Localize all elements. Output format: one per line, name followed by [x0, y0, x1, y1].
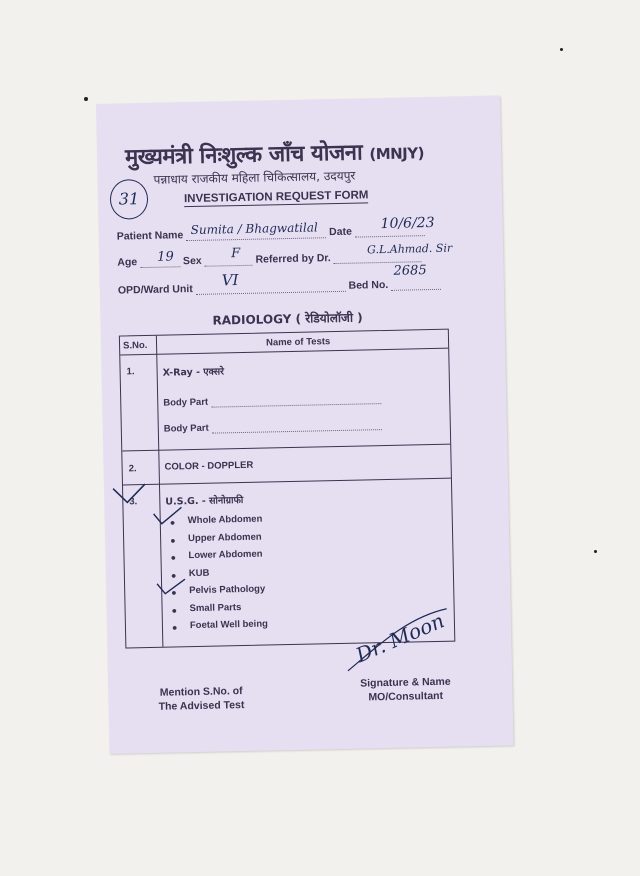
speck — [84, 97, 88, 101]
signature-line-1: Signature & Name — [360, 675, 451, 690]
row-3-name: U.S.G. - सोनोग्राफी — [165, 495, 244, 508]
usg-option-label: Pelvis Pathology — [189, 583, 266, 597]
bullet-icon: ● — [171, 622, 178, 633]
bed-label: Bed No. — [348, 278, 389, 292]
patient-name-value: Sumita / Bhagwatilal — [190, 220, 318, 238]
row-1-sno: 1. — [126, 366, 135, 378]
serial-number-handwritten: 31 — [110, 179, 149, 220]
speck — [594, 550, 597, 553]
opd-bed-row — [118, 278, 441, 297]
opd-label: OPD/Ward Unit — [117, 283, 193, 297]
signature-line-2: MO/Consultant — [368, 689, 444, 704]
hospital-name: पन्नाधाय राजकीय महिला चिकित्सालय, उदयपुर — [153, 168, 356, 187]
header-name: Name of Tests — [265, 336, 331, 349]
sex-line — [204, 255, 252, 267]
mention-line-1: Mention S.No. of — [159, 685, 243, 699]
patient-name-label: Patient Name — [116, 229, 184, 243]
signature-block — [360, 675, 451, 705]
mention-note — [158, 684, 244, 714]
usg-option-label: Upper Abdomen — [187, 531, 262, 544]
mention-line-2: The Advised Test — [158, 699, 245, 713]
referred-value: G.L.Ahmad. Sir — [366, 241, 453, 257]
form-title: INVESTIGATION REQUEST FORM — [183, 189, 369, 206]
date-label: Date — [328, 225, 352, 239]
date-value: 10/6/23 — [380, 214, 435, 233]
bed-value: 2685 — [393, 263, 427, 279]
age-value: 19 — [157, 249, 174, 265]
body-part-label: Body Part — [163, 396, 209, 409]
age-label: Age — [117, 256, 138, 269]
signature-handwritten: Dr. Moon — [352, 608, 448, 668]
handwritten-tick-marks — [120, 330, 456, 650]
row-2-name: COLOR - DOPPLER — [164, 459, 254, 473]
tests-table — [119, 329, 455, 649]
speck — [560, 48, 563, 51]
usg-option-label: Foetal Well being — [189, 618, 268, 632]
section-title: RADIOLOGY ( रेडियोलॉजी ) — [212, 310, 363, 328]
bullet-icon: ● — [170, 534, 176, 546]
referred-label: Referred by Dr. — [255, 252, 331, 266]
usg-option-label: Whole Abdomen — [187, 513, 263, 527]
opd-value: VI — [221, 271, 239, 290]
scheme-title — [125, 135, 424, 171]
scheme-title-hindi: मुख्यमंत्री निःशुल्क जाँच योजना — [124, 140, 363, 171]
bullet-icon: ● — [170, 569, 177, 581]
opd-line — [196, 281, 346, 295]
header-sno: S.No. — [122, 339, 148, 352]
body-part-label: Body Part — [163, 422, 209, 435]
investigation-form — [96, 96, 514, 754]
bed-line — [391, 279, 441, 291]
row-3-sno: 3. — [129, 496, 138, 508]
scheme-abbreviation: (MNJY) — [369, 144, 425, 164]
bullet-icon: ● — [171, 587, 177, 598]
sex-label: Sex — [182, 254, 202, 268]
usg-option-label: Lower Abdomen — [188, 548, 263, 562]
bullet-icon: ● — [170, 552, 177, 563]
row-2-sno: 2. — [128, 463, 137, 475]
usg-option-label: Small Parts — [189, 601, 242, 614]
sex-value: F — [231, 246, 241, 262]
usg-option-label: KUB — [188, 567, 210, 579]
bullet-icon: ● — [171, 604, 178, 616]
bullet-icon: ● — [169, 517, 176, 528]
row-1-name: X-Ray - एक्सरे — [162, 366, 225, 379]
